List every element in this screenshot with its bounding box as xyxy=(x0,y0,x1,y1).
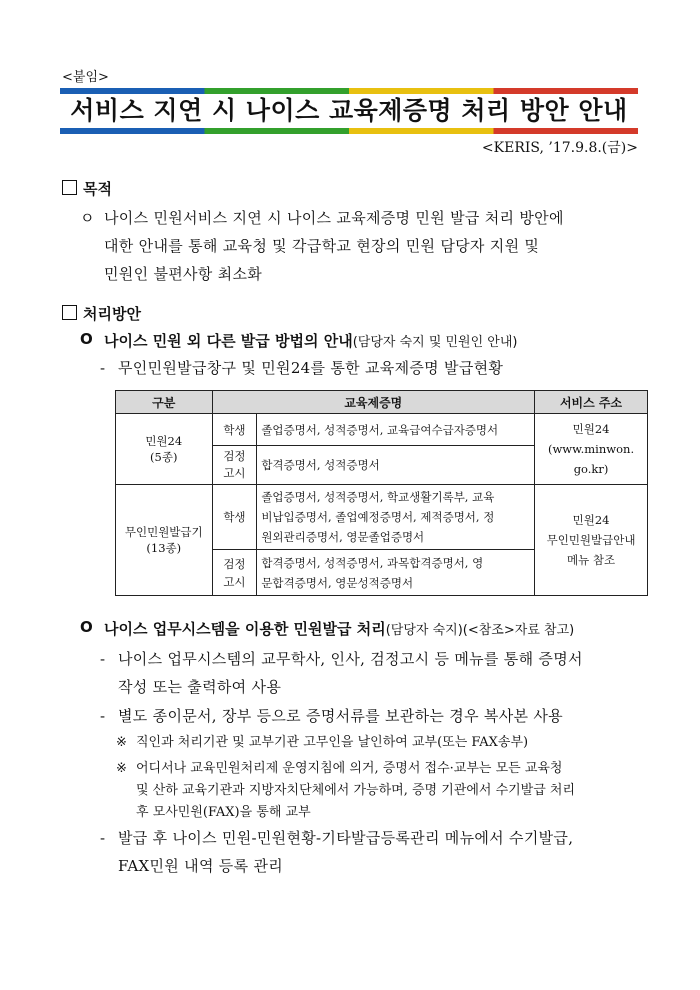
subsection-1-item: 무인민원발급창구 및 민원24를 통한 교육제증명 발급현황 xyxy=(118,359,504,377)
purpose-bullet: ㅇ xyxy=(80,209,95,227)
group-address: 민원24 무인민원발급안내 메뉴 참조 xyxy=(535,485,648,596)
purpose-line-1: 나이스 민원서비스 지연 시 나이스 교육제증명 민원 발급 처리 방안에 xyxy=(104,209,564,227)
item-2-line-1: 별도 종이문서, 장부 등으로 증명서류를 보관하는 경우 복사본 사용 xyxy=(118,707,563,725)
checkbox-square-icon xyxy=(62,180,77,195)
item-dash: - xyxy=(100,829,106,847)
item-1-line-2: 작성 또는 출력하여 사용 xyxy=(118,678,282,696)
row-type: 검정 고시 xyxy=(212,446,257,485)
attachment-label: <붙임> xyxy=(62,70,109,85)
section-purpose-heading: 목적 xyxy=(62,178,112,199)
item-3-line-1: 발급 후 나이스 민원-민원현황-기타발급등록관리 메뉴에서 수기발급, xyxy=(118,829,574,847)
checkbox-square-icon xyxy=(62,305,77,320)
document-date: <KERIS, ’17.9.8.(금)> xyxy=(481,140,638,156)
item-3-line-2: FAX민원 내역 등록 관리 xyxy=(118,857,284,875)
group-minwon24: 민원24 (5종) xyxy=(116,414,213,485)
table-header-certificates: 교육제증명 xyxy=(212,391,535,414)
table-row xyxy=(116,414,648,446)
table-row xyxy=(116,485,648,550)
group-kiosk: 무인민원발급기 (13종) xyxy=(116,485,213,596)
table-header-row xyxy=(116,391,648,414)
note-2-line-2: 및 산하 교육기관과 지방자치단체에서 가능하며, 증명 기관에서 수기발급 처리 xyxy=(136,783,576,798)
row-docs: 졸업증명서, 성적증명서, 학교생활기록부, 교육 비납입증명서, 졸업예정증명서, 제적증명서, 정 원외관리증명서, 영문졸업증명서 xyxy=(257,485,535,550)
purpose-line-3: 민원인 불편사항 최소화 xyxy=(104,265,263,283)
row-docs: 졸업증명서, 성적증명서, 교육급여수급자증명서 xyxy=(257,414,535,446)
page-title: 서비스 지연 시 나이스 교육제증명 처리 방안 안내 xyxy=(70,96,628,125)
row-type: 학생 xyxy=(212,485,257,550)
row-type: 학생 xyxy=(212,414,257,446)
row-type: 검정 고시 xyxy=(212,550,257,596)
table-header-category: 구분 xyxy=(116,391,213,414)
table-header-address: 서비스 주소 xyxy=(535,391,648,414)
row-docs: 합격증명서, 성적증명서 xyxy=(257,446,535,485)
note-1-line-1: 직인과 처리기관 및 교부기관 고무인을 날인하여 교부(또는 FAX송부) xyxy=(136,735,529,750)
note-mark: ※ xyxy=(116,735,127,750)
row-docs: 합격증명서, 성적증명서, 과목합격증명서, 영 문합격증명서, 영문성적증명서 xyxy=(257,550,535,596)
group-address: 민원24 (www.minwon. go.kr) xyxy=(535,414,648,485)
title-bar-bottom xyxy=(60,128,638,134)
section-method-heading: 처리방안 xyxy=(62,303,141,324)
subsection-2-title: 나이스 업무시스템을 이용한 민원발급 처리(담당자 숙지)(<참조>자료 참고) xyxy=(104,620,575,638)
certificate-table xyxy=(115,390,648,596)
item-1-line-1: 나이스 업무시스템의 교무학사, 인사, 검정고시 등 메뉴를 통해 증명서 xyxy=(118,650,583,668)
subsection-1-bullet: O xyxy=(80,330,93,348)
purpose-line-2: 대한 안내를 통해 교육청 및 각급학교 현장의 민원 담당자 지원 및 xyxy=(104,237,540,255)
note-2-line-3: 후 모사민원(FAX)을 통해 교부 xyxy=(136,805,311,820)
subsection-1-title: 나이스 민원 외 다른 발급 방법의 안내(담당자 숙지 및 민원인 안내) xyxy=(104,332,518,350)
note-mark: ※ xyxy=(116,761,127,776)
note-2-line-1: 어디서나 교육민원처리제 운영지침에 의거, 증명서 접수·교부는 모든 교육청 xyxy=(136,761,563,776)
item-dash: - xyxy=(100,650,106,668)
subsection-2-bullet: O xyxy=(80,618,93,636)
subsection-1-dash: - xyxy=(100,359,106,377)
item-dash: - xyxy=(100,707,106,725)
